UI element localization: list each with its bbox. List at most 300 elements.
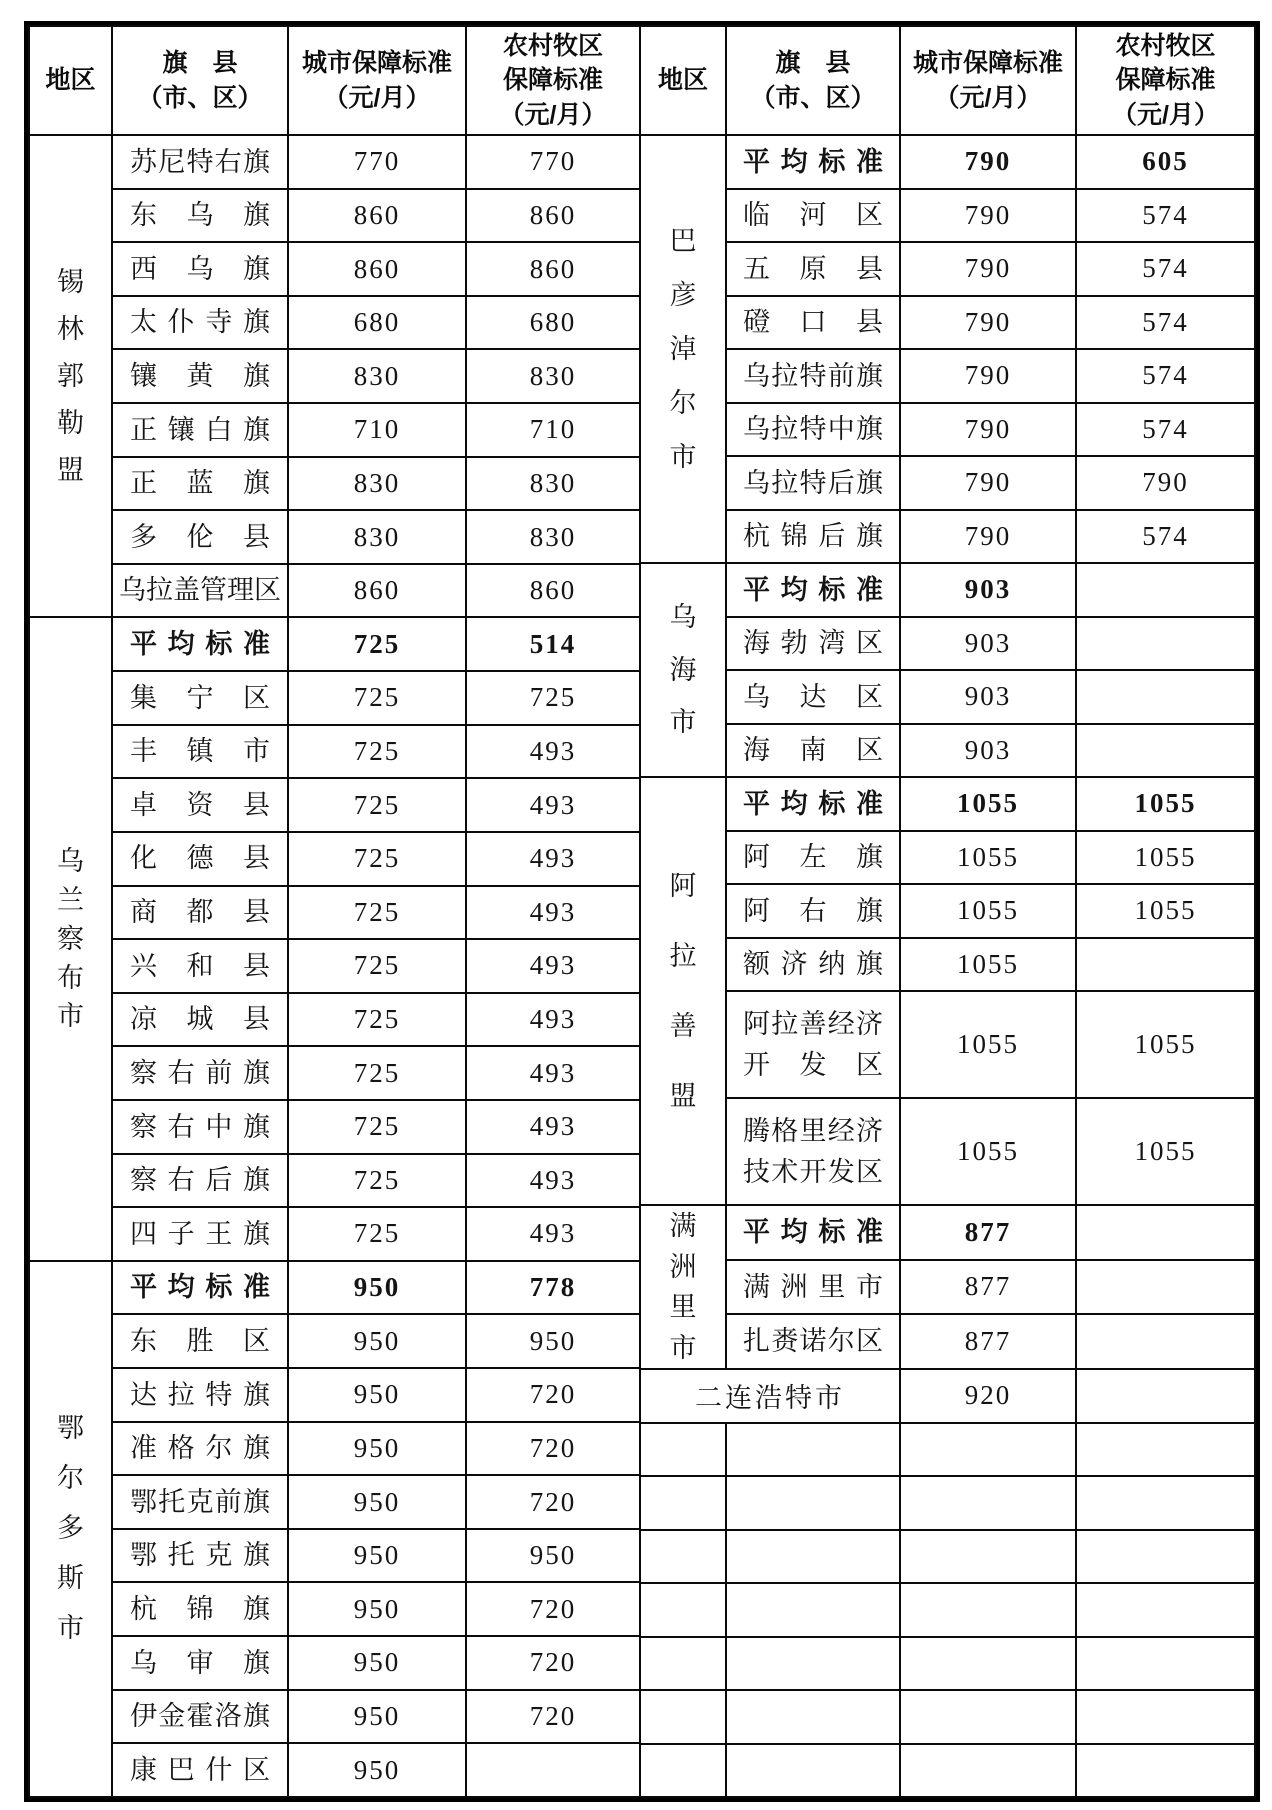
rural-value-cell-empty <box>1076 1637 1255 1691</box>
urban-value-cell: 790 <box>900 403 1076 457</box>
urban-value-cell: 950 <box>288 1261 466 1315</box>
rural-value-cell-empty <box>1076 1583 1255 1637</box>
county-name: 乌达区 <box>743 681 883 712</box>
rural-value-cell: 493 <box>466 993 640 1047</box>
county-cell-empty <box>726 1690 900 1744</box>
table-row <box>29 403 640 457</box>
table-row <box>29 1314 640 1368</box>
county-cell <box>726 1260 900 1315</box>
table-row <box>29 1422 640 1476</box>
region-cell <box>29 1261 112 1797</box>
county-name: 阿左旗 <box>743 842 883 872</box>
county-name: 海勃湾区 <box>743 628 883 658</box>
header-rural-line2: 保障标准 <box>1115 66 1216 95</box>
county-cell <box>112 993 288 1047</box>
rural-value-cell: 574 <box>1076 403 1255 457</box>
rural-value-cell: 710 <box>466 403 640 457</box>
county-name: 镶黄旗 <box>130 360 270 391</box>
county-cell-empty <box>726 1423 900 1477</box>
rural-value-cell: 493 <box>466 1154 640 1208</box>
rural-value-cell: 950 <box>466 1314 640 1368</box>
table-row <box>29 564 640 618</box>
urban-value-cell: 830 <box>288 457 466 511</box>
county-name: 商都县 <box>130 897 270 928</box>
county-cell <box>112 564 288 618</box>
empty-row <box>641 1476 1255 1530</box>
table-row-erenhot <box>641 1369 1255 1423</box>
header-rural-line1: 农村牧区 <box>1115 31 1216 60</box>
rural-value-cell: 574 <box>1076 189 1255 243</box>
urban-value-cell: 950 <box>288 1475 466 1529</box>
empty-row <box>641 1530 1255 1584</box>
county-cell <box>726 724 900 778</box>
county-cell <box>112 671 288 725</box>
header-urban-line2: （元/月） <box>323 83 431 112</box>
county-cell <box>112 1529 288 1583</box>
table-row <box>641 563 1255 617</box>
region-cell-empty <box>641 1423 726 1477</box>
county-cell <box>726 563 900 617</box>
table-row <box>29 457 640 511</box>
region-cell <box>641 563 726 777</box>
rural-value-cell: 950 <box>466 1529 640 1583</box>
county-cell-merged: 二连浩特市 <box>641 1369 900 1423</box>
county-name: 海南区 <box>743 735 883 765</box>
rural-value-cell <box>1076 563 1255 617</box>
county-name: 正镶白旗 <box>130 414 270 445</box>
county-cell <box>112 832 288 886</box>
rural-value-cell: 830 <box>466 457 640 511</box>
header-urban-line1: 城市保障标准 <box>912 49 1063 77</box>
urban-value-cell-empty <box>900 1744 1076 1798</box>
county-cell <box>112 189 288 243</box>
rural-value-cell: 1055 <box>1076 1098 1255 1205</box>
urban-value-cell: 1055 <box>900 991 1076 1098</box>
rural-value-cell <box>1076 1205 1255 1260</box>
county-cell <box>726 777 900 831</box>
region-cell-empty <box>641 1530 726 1584</box>
rural-value-cell: 493 <box>466 1207 640 1261</box>
county-name: 扎赉诺尔区 <box>743 1326 883 1357</box>
table-row <box>29 1100 640 1154</box>
urban-value-cell: 725 <box>288 886 466 940</box>
county-cell <box>112 1743 288 1797</box>
urban-value-cell: 725 <box>288 725 466 779</box>
county-name: 腾格里经济技术开发区 <box>743 1116 883 1187</box>
rural-value-cell: 860 <box>466 189 640 243</box>
county-cell <box>112 1261 288 1315</box>
rural-value-cell <box>1076 617 1255 671</box>
empty-row <box>641 1423 1255 1477</box>
urban-value-cell: 950 <box>288 1314 466 1368</box>
county-name: 凉城县 <box>130 1004 270 1035</box>
urban-value-cell: 903 <box>900 563 1076 617</box>
rural-value-cell: 830 <box>466 349 640 403</box>
county-cell <box>112 1582 288 1636</box>
county-name: 卓资县 <box>130 789 270 820</box>
table-row <box>29 1154 640 1208</box>
rural-value-cell: 720 <box>466 1368 640 1422</box>
county-name: 平均标准 <box>743 1217 883 1248</box>
region-cell-empty <box>641 1637 726 1691</box>
urban-value-cell: 680 <box>288 296 466 350</box>
region-name-vertical: 锡林郭勒盟 <box>57 266 84 485</box>
county-cell <box>726 296 900 350</box>
rural-value-cell: 720 <box>466 1422 640 1476</box>
table-row <box>29 349 640 403</box>
county-cell <box>112 1422 288 1476</box>
region-name-vertical: 巴彦淖尔市 <box>669 226 697 472</box>
urban-value-cell: 790 <box>900 349 1076 403</box>
empty-row <box>641 1744 1255 1798</box>
county-cell <box>726 242 900 296</box>
header-rural-standard <box>1076 26 1255 135</box>
header-county-line2: （市、区） <box>750 83 876 112</box>
county-cell <box>726 510 900 564</box>
county-name: 乌拉特后旗 <box>743 467 883 498</box>
urban-value-cell: 1055 <box>900 777 1076 831</box>
urban-value-cell: 790 <box>900 135 1076 189</box>
urban-value-cell: 877 <box>900 1205 1076 1260</box>
rural-value-cell: 605 <box>1076 135 1255 189</box>
rural-value-cell: 574 <box>1076 296 1255 350</box>
county-cell <box>726 938 900 992</box>
urban-value-cell: 725 <box>288 1100 466 1154</box>
county-name: 乌拉特中旗 <box>743 414 883 444</box>
county-name: 兴和县 <box>130 950 270 981</box>
table-row <box>641 938 1255 992</box>
county-name: 满洲里市 <box>743 1271 883 1302</box>
urban-value-cell: 903 <box>900 670 1076 724</box>
county-cell <box>726 349 900 403</box>
table-row <box>29 1690 640 1744</box>
rural-value-cell: 514 <box>466 617 640 671</box>
county-cell <box>112 1636 288 1690</box>
rural-value-cell: 1055 <box>1076 884 1255 938</box>
rural-value-cell: 574 <box>1076 349 1255 403</box>
table-row <box>641 1205 1255 1260</box>
region-cell-empty <box>641 1476 726 1530</box>
county-name: 平均标准 <box>130 1272 270 1303</box>
header-row <box>29 26 640 135</box>
county-name: 察右后旗 <box>130 1165 270 1196</box>
urban-value-cell: 903 <box>900 724 1076 778</box>
urban-value-cell: 725 <box>288 1154 466 1208</box>
rural-value-cell: 830 <box>466 510 640 564</box>
county-name: 乌拉盖管理区 <box>119 575 281 606</box>
county-name: 平均标准 <box>130 629 270 660</box>
rural-value-cell-empty <box>1076 1690 1255 1744</box>
header-county-line2: （市、区） <box>137 83 263 112</box>
table-row <box>29 1368 640 1422</box>
county-cell <box>112 1368 288 1422</box>
urban-value-cell-empty <box>900 1530 1076 1584</box>
urban-value-cell: 950 <box>288 1529 466 1583</box>
rural-value-cell: 770 <box>466 135 640 189</box>
urban-value-cell: 790 <box>900 189 1076 243</box>
table-row <box>29 242 640 296</box>
county-cell-empty <box>726 1637 900 1691</box>
county-cell <box>726 1098 900 1205</box>
region-cell <box>29 617 112 1260</box>
rural-value-cell: 493 <box>466 778 640 832</box>
county-name: 五原县 <box>743 253 883 284</box>
header-rural-standard <box>466 26 640 135</box>
table-row <box>29 1582 640 1636</box>
rural-value-cell: 1055 <box>1076 777 1255 831</box>
urban-value-cell: 903 <box>900 617 1076 671</box>
urban-value-cell: 877 <box>900 1314 1076 1369</box>
urban-value-cell: 725 <box>288 832 466 886</box>
rural-value-cell: 493 <box>466 1046 640 1100</box>
county-cell <box>726 670 900 724</box>
table-row <box>29 189 640 243</box>
urban-value-cell: 877 <box>900 1260 1076 1315</box>
county-name: 康巴什区 <box>130 1754 270 1785</box>
header-urban-line2: （元/月） <box>934 83 1042 112</box>
county-cell <box>726 1314 900 1369</box>
county-name: 平均标准 <box>743 788 883 819</box>
urban-value-cell: 1055 <box>900 1098 1076 1205</box>
header-county-line1: 旗 县 <box>162 49 238 77</box>
table-row <box>29 1261 640 1315</box>
allowance-standards-table <box>24 21 1260 1802</box>
header-region: 地区 <box>641 26 726 135</box>
county-name: 东胜区 <box>130 1325 270 1356</box>
county-cell <box>726 456 900 510</box>
county-name: 杭锦旗 <box>130 1594 270 1624</box>
county-name: 平均标准 <box>743 574 883 605</box>
county-cell <box>726 991 900 1098</box>
table-row <box>641 670 1255 724</box>
table-row <box>641 831 1255 885</box>
empty-row <box>641 1637 1255 1691</box>
region-cell-empty <box>641 1690 726 1744</box>
urban-value-cell: 710 <box>288 403 466 457</box>
county-cell-empty <box>726 1476 900 1530</box>
rural-value-cell: 860 <box>466 242 640 296</box>
rural-value-cell: 790 <box>1076 456 1255 510</box>
rural-value-cell: 1055 <box>1076 831 1255 885</box>
table-row <box>641 617 1255 671</box>
county-cell <box>112 725 288 779</box>
urban-value-cell-empty <box>900 1423 1076 1477</box>
rural-value-cell: 493 <box>466 939 640 993</box>
county-name: 鄂托克旗 <box>130 1540 270 1571</box>
county-name: 西乌旗 <box>130 253 270 284</box>
urban-value-cell-empty <box>900 1690 1076 1744</box>
county-name: 阿右旗 <box>743 895 883 926</box>
county-name: 额济纳旗 <box>743 949 883 979</box>
table-row <box>29 832 640 886</box>
rural-value-cell: 720 <box>466 1690 640 1744</box>
urban-value-cell: 950 <box>288 1368 466 1422</box>
rural-value-cell <box>1076 670 1255 724</box>
table-row <box>29 296 640 350</box>
county-name: 杭锦后旗 <box>743 521 883 551</box>
region-name-vertical: 阿拉善盟 <box>669 870 697 1112</box>
urban-value-cell: 790 <box>900 456 1076 510</box>
table-row <box>641 884 1255 938</box>
table-row <box>641 135 1255 189</box>
rural-value-cell <box>466 1743 640 1797</box>
urban-value-cell: 950 <box>288 1422 466 1476</box>
rural-value-cell: 493 <box>466 832 640 886</box>
county-name: 察右前旗 <box>130 1057 270 1088</box>
county-cell <box>112 939 288 993</box>
region-cell <box>641 1205 726 1369</box>
county-cell <box>112 510 288 564</box>
rural-value-cell-empty <box>1076 1530 1255 1584</box>
table-row <box>29 1475 640 1529</box>
county-cell <box>726 1205 900 1260</box>
urban-value-cell: 1055 <box>900 831 1076 885</box>
table-row <box>29 993 640 1047</box>
county-name: 临河区 <box>743 200 883 230</box>
table-row <box>641 242 1255 296</box>
rural-value-cell-empty <box>1076 1744 1255 1798</box>
table-left-half <box>28 25 641 1798</box>
county-name: 多伦县 <box>130 521 270 552</box>
urban-value-cell: 770 <box>288 135 466 189</box>
county-name: 准格尔旗 <box>130 1433 270 1464</box>
region-cell-empty <box>641 1744 726 1798</box>
region-name-vertical: 乌兰察布市 <box>57 845 84 1032</box>
county-cell <box>112 403 288 457</box>
rural-value-cell: 574 <box>1076 242 1255 296</box>
table-row <box>29 778 640 832</box>
county-cell-empty <box>726 1744 900 1798</box>
table-row <box>29 725 640 779</box>
county-cell <box>112 1690 288 1744</box>
urban-value-cell: 860 <box>288 564 466 618</box>
table-row <box>29 671 640 725</box>
county-cell <box>112 1154 288 1208</box>
county-cell-empty <box>726 1583 900 1637</box>
urban-value-cell: 950 <box>288 1636 466 1690</box>
county-cell <box>112 778 288 832</box>
rural-value-cell: 860 <box>466 564 640 618</box>
table-row <box>641 1314 1255 1369</box>
urban-value-cell-empty <box>900 1637 1076 1691</box>
county-name: 化德县 <box>130 843 270 874</box>
county-name: 集宁区 <box>130 682 270 713</box>
county-cell <box>112 1475 288 1529</box>
county-cell <box>726 189 900 243</box>
urban-value-cell: 860 <box>288 189 466 243</box>
county-name: 鄂托克前旗 <box>130 1486 270 1517</box>
rural-value-cell: 720 <box>466 1582 640 1636</box>
header-region: 地区 <box>29 26 112 135</box>
urban-value-cell: 950 <box>288 1690 466 1744</box>
county-cell <box>112 886 288 940</box>
table-row <box>29 1046 640 1100</box>
county-cell <box>726 403 900 457</box>
urban-value-cell: 1055 <box>900 884 1076 938</box>
header-urban-standard <box>288 26 466 135</box>
county-cell <box>726 884 900 938</box>
empty-row <box>641 1583 1255 1637</box>
county-name: 乌拉特前旗 <box>743 360 883 391</box>
rural-value-cell-empty <box>1076 1423 1255 1477</box>
urban-value-cell: 1055 <box>900 938 1076 992</box>
urban-value-cell: 790 <box>900 296 1076 350</box>
county-cell <box>112 135 288 189</box>
empty-row <box>641 1690 1255 1744</box>
region-cell <box>641 777 726 1205</box>
table-row <box>641 349 1255 403</box>
urban-value-cell: 790 <box>900 510 1076 564</box>
county-cell-empty <box>726 1530 900 1584</box>
county-name: 达拉特旗 <box>130 1379 270 1410</box>
table-row <box>29 1636 640 1690</box>
county-name: 乌审旗 <box>130 1647 270 1678</box>
rural-value-cell: 720 <box>466 1636 640 1690</box>
table-row <box>641 724 1255 778</box>
region-name-vertical: 乌海市 <box>669 601 697 738</box>
header-urban-standard <box>900 26 1076 135</box>
header-county <box>112 26 288 135</box>
county-cell <box>112 457 288 511</box>
table-row <box>29 617 640 671</box>
county-cell <box>112 242 288 296</box>
urban-value-cell: 725 <box>288 778 466 832</box>
urban-value-cell: 725 <box>288 939 466 993</box>
county-name: 察右中旗 <box>130 1111 270 1142</box>
county-name: 磴口县 <box>743 307 883 337</box>
region-cell <box>29 135 112 617</box>
county-name: 太仆寺旗 <box>130 307 270 338</box>
header-county-line1: 旗 县 <box>775 49 851 77</box>
table-row <box>29 939 640 993</box>
county-name: 平均标准 <box>743 146 883 177</box>
county-name: 阿拉善经济开发区 <box>743 1009 883 1080</box>
table-row <box>641 296 1255 350</box>
table-row <box>641 1098 1255 1205</box>
county-name: 四子王旗 <box>130 1218 270 1249</box>
urban-value-cell: 920 <box>900 1369 1076 1423</box>
rural-value-cell: 680 <box>466 296 640 350</box>
county-name: 伊金霍洛旗 <box>130 1701 270 1732</box>
rural-value-cell <box>1076 1369 1255 1423</box>
rural-value-cell-empty <box>1076 1476 1255 1530</box>
table-row <box>29 1529 640 1583</box>
header-rural-line1: 农村牧区 <box>502 31 603 60</box>
table-row <box>641 777 1255 831</box>
rural-value-cell <box>1076 724 1255 778</box>
urban-value-cell: 860 <box>288 242 466 296</box>
table-row <box>641 991 1255 1098</box>
table-row <box>29 510 640 564</box>
urban-value-cell-empty <box>900 1583 1076 1637</box>
county-cell <box>112 1100 288 1154</box>
rural-value-cell: 725 <box>466 671 640 725</box>
table-row <box>641 510 1255 564</box>
rural-value-cell <box>1076 1314 1255 1369</box>
urban-value-cell: 725 <box>288 993 466 1047</box>
rural-value-cell: 720 <box>466 1475 640 1529</box>
county-cell <box>112 617 288 671</box>
county-name: 丰镇市 <box>130 736 270 767</box>
county-cell <box>112 1207 288 1261</box>
rural-value-cell <box>1076 938 1255 992</box>
header-rural-line2: 保障标准 <box>502 66 603 95</box>
urban-value-cell-empty <box>900 1476 1076 1530</box>
table-row <box>641 189 1255 243</box>
county-cell <box>112 296 288 350</box>
urban-value-cell: 725 <box>288 671 466 725</box>
header-rural-line3: （元/月） <box>499 100 607 129</box>
